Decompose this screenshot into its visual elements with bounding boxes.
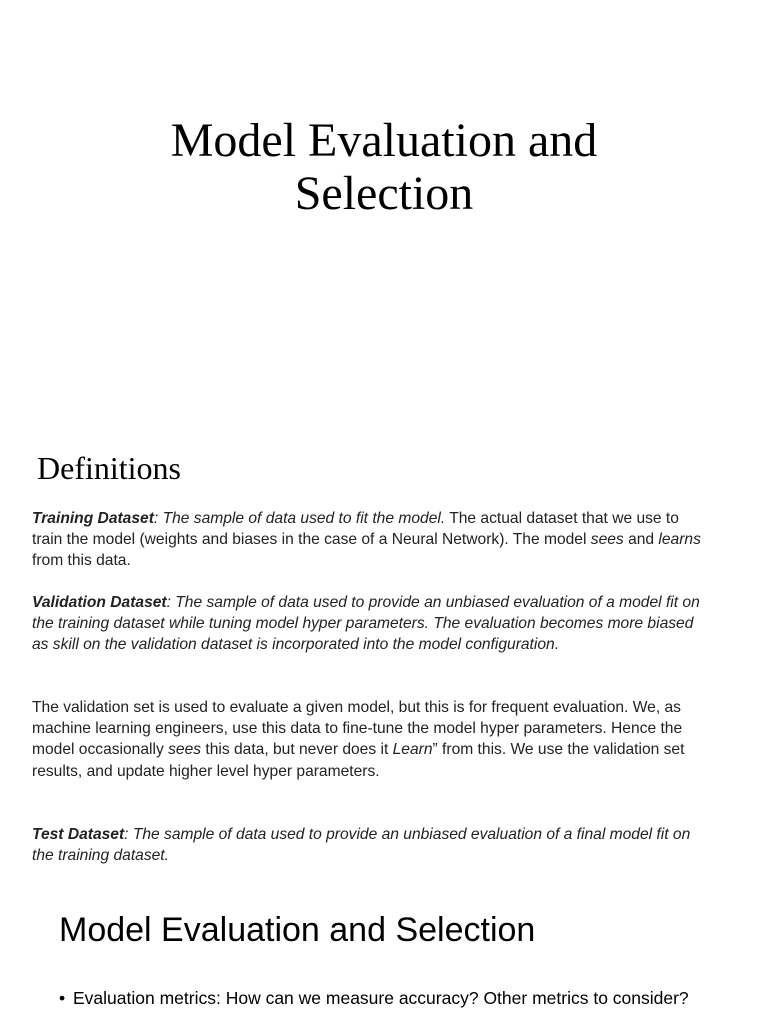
bullet-item — [59, 987, 699, 1009]
validation-dataset-term: Validation Dataset — [32, 594, 167, 611]
training-dataset-paragraph — [32, 508, 712, 572]
training-text-1: The actual dataset that we use to train the model (weights and biases in the case of a Neural Network). The model — [32, 510, 679, 549]
training-and: and — [623, 531, 659, 549]
slide-title — [0, 114, 768, 220]
definitions-heading: Definitions — [37, 450, 181, 486]
validation-set-paragraph — [32, 697, 712, 782]
training-dataset-definition: The sample of data used to fit the model. — [162, 510, 446, 527]
bullet-text: Evaluation metrics: How can we measure accuracy? Other metrics to consider? — [73, 988, 689, 1008]
validation-set-learn: Learn — [392, 741, 433, 759]
training-sees: sees — [590, 531, 624, 549]
slide-title-line-2: Selection — [294, 167, 474, 220]
test-dataset-term: Test Dataset — [32, 826, 125, 843]
validation-dataset-definition: The sample of data used to provide an unbiased evaluation of a model fit on the training dataset while tuning model hyper parameters. The evaluation becomes more biased as skill on the validation dataset is incorporated into the model configuration. — [32, 594, 700, 654]
slide-title-line-1: Model Evaluation and — [170, 114, 598, 167]
training-dataset-term: Training Dataset — [32, 510, 154, 527]
validation-set-text-1: The validation set is used to evaluate a given model, but this is for frequent evaluation. We, as machine learning engineers, use this data to fine-tune the model hyper parameters. Hence the model occasionally — [32, 699, 683, 759]
training-text-2: from this data. — [32, 552, 131, 570]
validation-dataset-paragraph — [32, 592, 712, 656]
validation-set-sees: sees — [168, 741, 202, 759]
test-dataset-paragraph — [32, 824, 712, 866]
validation-set-text-3: ” from this. We use the validation set results, and update higher level hyper parameters. — [32, 741, 685, 780]
training-learns: learns — [658, 531, 701, 549]
bullet-marker: • — [59, 988, 66, 1008]
validation-colon: : — [166, 594, 176, 611]
training-colon: : — [153, 510, 163, 527]
validation-set-text-2: this data, but never does it — [201, 741, 393, 759]
slide-3-title: Model Evaluation and Selection — [59, 911, 536, 949]
test-dataset-definition: The sample of data used to provide an unbiased evaluation of a final model fit on the training dataset. — [32, 826, 691, 865]
test-colon: : — [124, 826, 133, 843]
